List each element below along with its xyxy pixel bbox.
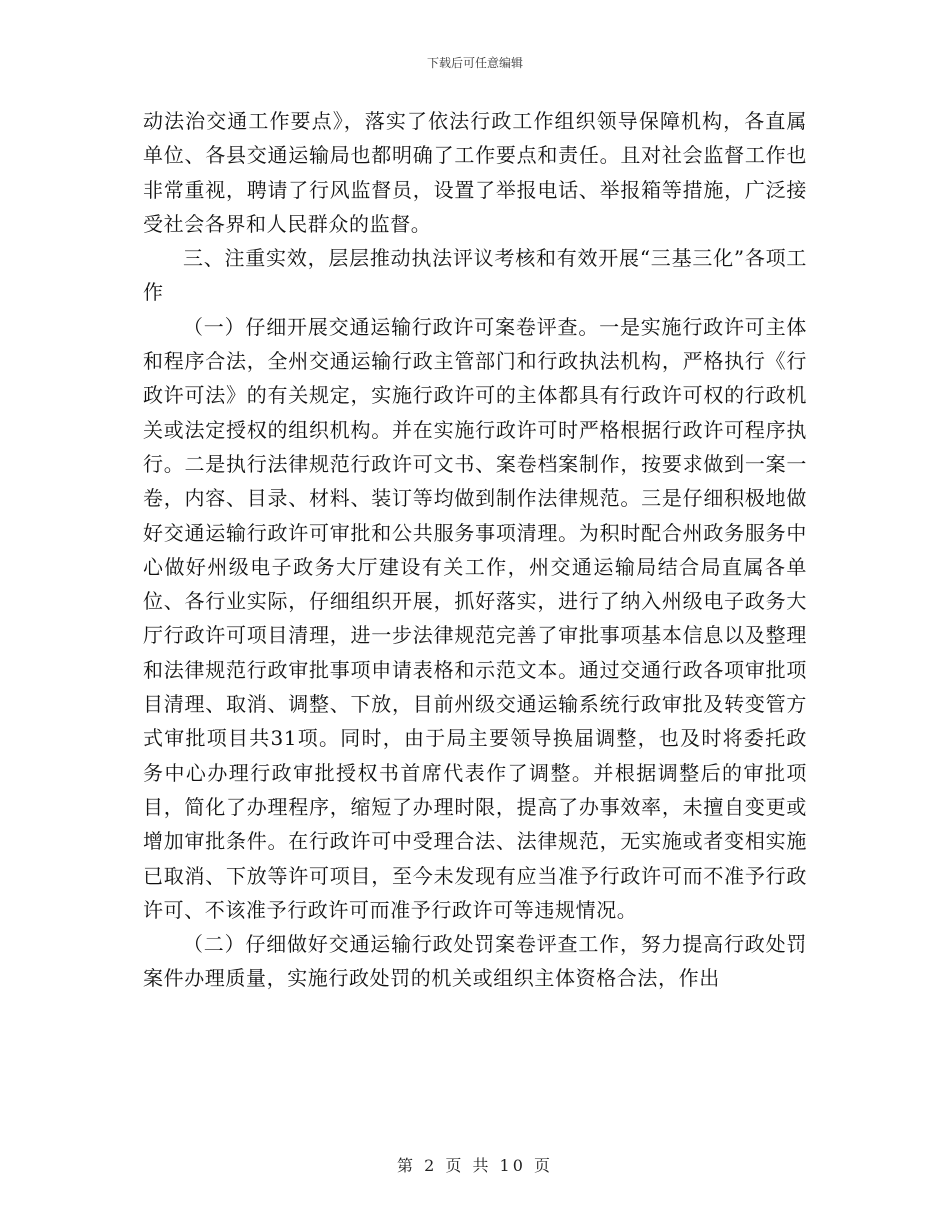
page-header: 下载后可任意编辑: [426, 56, 523, 70]
page-number: 第 2 页 共 10 页: [397, 1156, 553, 1175]
section-heading-three: 三、注重实效，层层推动执法评议考核和有效开展“三基三化”各项工作: [143, 246, 807, 305]
paragraph-item-two: （二）仔细做好交通运输行政处罚案卷评查工作，努力提高行政处罚案件办理质量，实施行政处罚的机关或组织主体资格合法，作出: [143, 932, 807, 991]
document-body: [143, 104, 807, 996]
paragraph-continuation: 动法治交通工作要点》，落实了依法行政工作组织领导保障机构，各直属单位、各县交通运输局也都明确了工作要点和责任。且对社会监督工作也非常重视，聘请了行风监督员，设置了举报电话、举报箱等措施，广泛接受社会各界和人民群众的监督。: [143, 109, 807, 236]
paragraph-item-one: （一）仔细开展交通运输行政许可案卷评查。一是实施行政许可主体和程序合法，全州交通运输行政主管部门和行政执法机构，严格执行《行政许可法》的有关规定，实施行政许可的主体都具有行政许可权的行政机关或法定授权的组织机构。并在实施行政许可时严格根据行政许可程序执行。二是执行法律规范行政许可文书、案卷档案制作，按要求做到一案一卷，内容、目录、材料、装订等均做到制作法律规范。三是仔细积极地做好交通运输行政许可审批和公共服务事项清理。为积时配合州政务服务中心做好州级电子政务大厅建设有关工作，州交通运输局结合局直属各单位、各行业实际，仔细组织开展，抓好落实，进行了纳入州级电子政务大厅行政许可项目清理，进一步法律规范完善了审批事项基本信息以及整理和法律规范行政审批事项申请表格和示范文本。通过交通行政各项审批项目清理、取消、调整、下放，目前州级交通运输系统行政审批及转变管方式审批项目共31项。同时，由于局主要领导换届调整，也及时将委托政务中心办理行政审批授权书首席代表作了调整。并根据调整后的审批项目，简化了办理程序，缩短了办理时限，提高了办事效率，未擅自变更或增加审批条件。在行政许可中受理合法、法律规范，无实施或者变相实施已取消、下放等许可项目，至今未发现有应当准予行政许可而不准予行政许可、不该准予行政许可而准予行政许可等违规情况。: [143, 314, 807, 922]
